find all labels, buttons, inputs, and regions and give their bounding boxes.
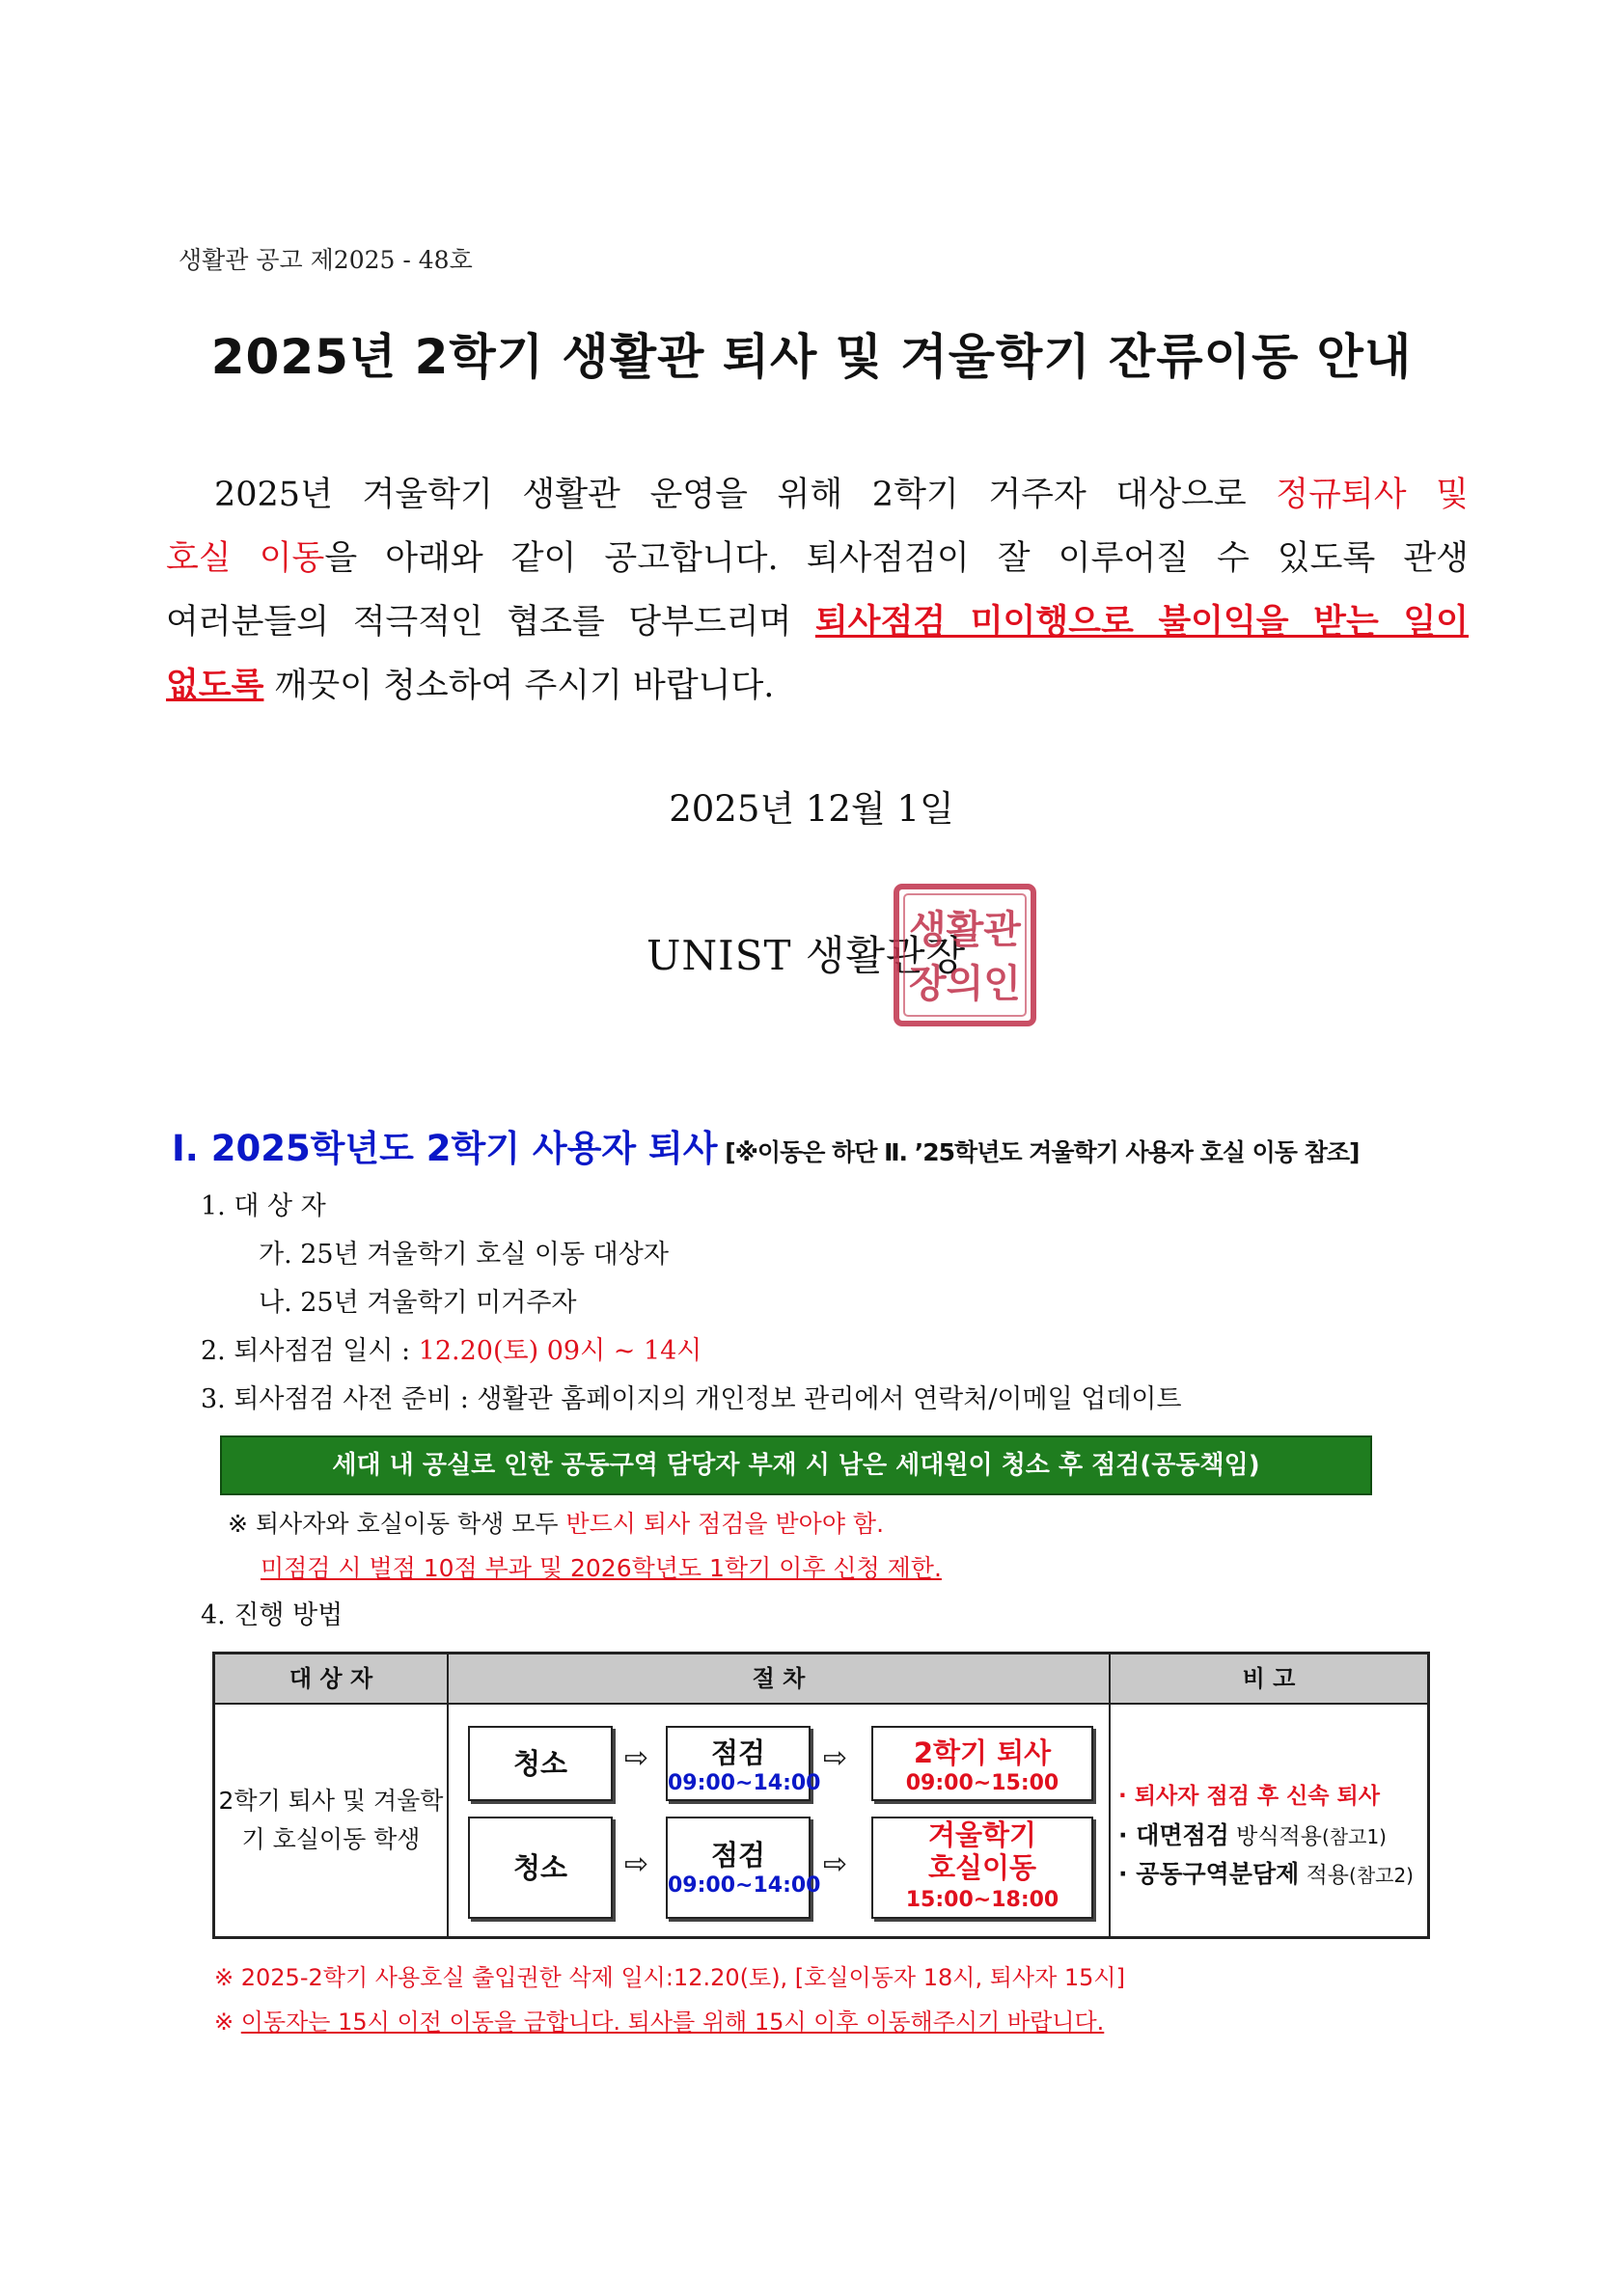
item-target-a: 가. 25년 겨울학기 호실 이동 대상자 xyxy=(259,1240,669,1270)
svg-text:장의인: 장의인 xyxy=(909,962,1021,1006)
item-preparation: 3. 퇴사점검 사전 준비 : 생활관 홈페이지의 개인정보 관리에서 연락처/이메일 업데이트 xyxy=(201,1384,1182,1414)
item-target-b: 나. 25년 겨울학기 미거주자 xyxy=(259,1288,577,1318)
footnote-move-time xyxy=(214,2003,1104,2036)
remark-face-to-face xyxy=(1118,1817,1387,1851)
header-procedure: 절 차 xyxy=(449,1654,1111,1705)
intro-warning: 퇴사점검 미이행으로 불이익을 받는 일이 xyxy=(814,602,1469,642)
step-room-move-box xyxy=(871,1817,1093,1919)
intro-line-1 xyxy=(166,463,1469,527)
remark-bold: · 대면점검 xyxy=(1118,1821,1229,1849)
column-divider xyxy=(1109,1703,1111,1936)
header-target: 대 상 자 xyxy=(215,1654,449,1705)
step-checkout-box xyxy=(871,1726,1093,1801)
remark-bold: · 공동구역분담제 xyxy=(1118,1860,1300,1888)
step-check-label: 점검 xyxy=(710,1736,766,1769)
footnote-access-removal xyxy=(214,1958,1125,1992)
intro-line-2 xyxy=(166,527,1469,590)
remark-text: 방식적용 xyxy=(1228,1824,1322,1849)
footnote-text: 2025-2학기 사용호실 출입권한 삭제 일시:12.20(토), [호실이동자 18시, 퇴사자 15시] xyxy=(240,1964,1125,1991)
notice-date: 2025년 12월 1일 xyxy=(669,788,954,830)
remark-ref: (참고1) xyxy=(1322,1825,1387,1848)
step-check-time: 09:00~14:00 xyxy=(668,1873,821,1898)
shared-responsibility-banner: 세대 내 공실로 인한 공동구역 담당자 부재 시 남은 세대원이 청소 후 점검(공동책임) xyxy=(220,1435,1372,1495)
remark-ref: (참고2) xyxy=(1349,1864,1414,1887)
note-mandatory-inspection xyxy=(228,1505,884,1540)
footnote-mark: ※ xyxy=(214,1964,241,1991)
step-clean-box xyxy=(468,1726,613,1801)
intro-highlight: 정규퇴사 및 xyxy=(1276,476,1469,514)
intro-text: 여러분들의 적극적인 협조를 당부드리며 xyxy=(166,603,815,642)
header-remarks: 비 고 xyxy=(1111,1654,1427,1705)
svg-text:생활관: 생활관 xyxy=(909,908,1021,952)
intro-text: 2025년 겨울학기 생활관 운영을 위해 2학기 거주자 대상으로 xyxy=(214,476,1277,514)
notice-number: 생활관 공고 제2025 - 48호 xyxy=(179,246,473,274)
step-check-box xyxy=(666,1817,821,1919)
step-clean-label: 청소 xyxy=(512,1851,568,1884)
remark-shared-area xyxy=(1118,1855,1414,1890)
item-target: 1. 대 상 자 xyxy=(201,1191,326,1221)
inspection-time-label: 2. 퇴사점검 일시 : xyxy=(201,1336,419,1366)
step-check-label: 점검 xyxy=(710,1839,766,1872)
intro-highlight: 호실 이동 xyxy=(166,539,325,578)
item-inspection-time xyxy=(201,1329,701,1367)
procedure-table xyxy=(212,1652,1430,1939)
inspection-time-value: 12.20(토) 09시 ~ 14시 xyxy=(418,1336,702,1366)
target-cell: 2학기 퇴사 및 겨울학기 호실이동 학생 xyxy=(218,1787,444,1853)
intro-warning: 없도록 xyxy=(166,666,264,705)
arrow-right-icon: ⇨ xyxy=(624,1741,649,1775)
column-divider xyxy=(447,1703,449,1936)
step-checkout-time: 09:00~15:00 xyxy=(905,1771,1059,1795)
footnote-text: 이동자는 15시 이전 이동을 금합니다. 퇴사를 위해 15시 이후 이동해주시기 바랍니다. xyxy=(240,2009,1105,2036)
footnote-mark: ※ xyxy=(214,2009,241,2036)
item-procedure: 4. 진행 방법 xyxy=(201,1600,344,1630)
intro-text: 깨끗이 청소하여 주시기 바랍니다. xyxy=(263,667,775,705)
note-text: ※ 퇴사자와 호실이동 학생 모두 xyxy=(228,1510,566,1538)
arrow-right-icon: ⇨ xyxy=(823,1741,848,1775)
step-room-move-time: 15:00~18:00 xyxy=(905,1888,1059,1912)
remark-text: 적용 xyxy=(1299,1863,1350,1888)
step-room-move-label-1: 겨울학기 xyxy=(927,1818,1037,1851)
issuer-name: UNIST 생활관장 xyxy=(646,932,967,979)
document-title: 2025년 2학기 생활관 퇴사 및 겨울학기 잔류이동 안내 xyxy=(210,329,1413,385)
step-clean-label: 청소 xyxy=(512,1747,568,1780)
official-seal-stamp xyxy=(893,883,1037,1027)
step-check-time: 09:00~14:00 xyxy=(668,1771,821,1795)
step-room-move-label-2: 호실이동 xyxy=(927,1851,1037,1884)
intro-text: 을 아래와 같이 공고합니다. 퇴사점검이 잘 이루어질 수 있도록 관생 xyxy=(324,539,1469,578)
section-1-note: [※이동은 하단 Ⅱ. ’25학년도 겨울학기 사용자 호실 이동 참조] xyxy=(717,1138,1360,1166)
step-check-box xyxy=(666,1726,821,1801)
intro-line-4 xyxy=(166,654,1469,718)
section-1-title: Ⅰ. 2025학년도 2학기 사용자 퇴사 xyxy=(172,1128,718,1169)
remark-prompt-checkout: · 퇴사자 점검 후 신속 퇴사 xyxy=(1118,1784,1380,1809)
section-1-heading xyxy=(172,1119,1359,1171)
step-checkout-label: 2학기 퇴사 xyxy=(913,1736,1052,1769)
step-clean-box xyxy=(468,1817,613,1919)
note-highlight: 반드시 퇴사 점검을 받아야 함. xyxy=(565,1510,885,1538)
intro-line-3 xyxy=(166,590,1469,654)
arrow-right-icon: ⇨ xyxy=(624,1847,649,1881)
arrow-right-icon: ⇨ xyxy=(823,1847,848,1881)
note-penalty: 미점검 시 벌점 10점 부과 및 2026학년도 1학기 이후 신청 제한. xyxy=(261,1554,942,1582)
